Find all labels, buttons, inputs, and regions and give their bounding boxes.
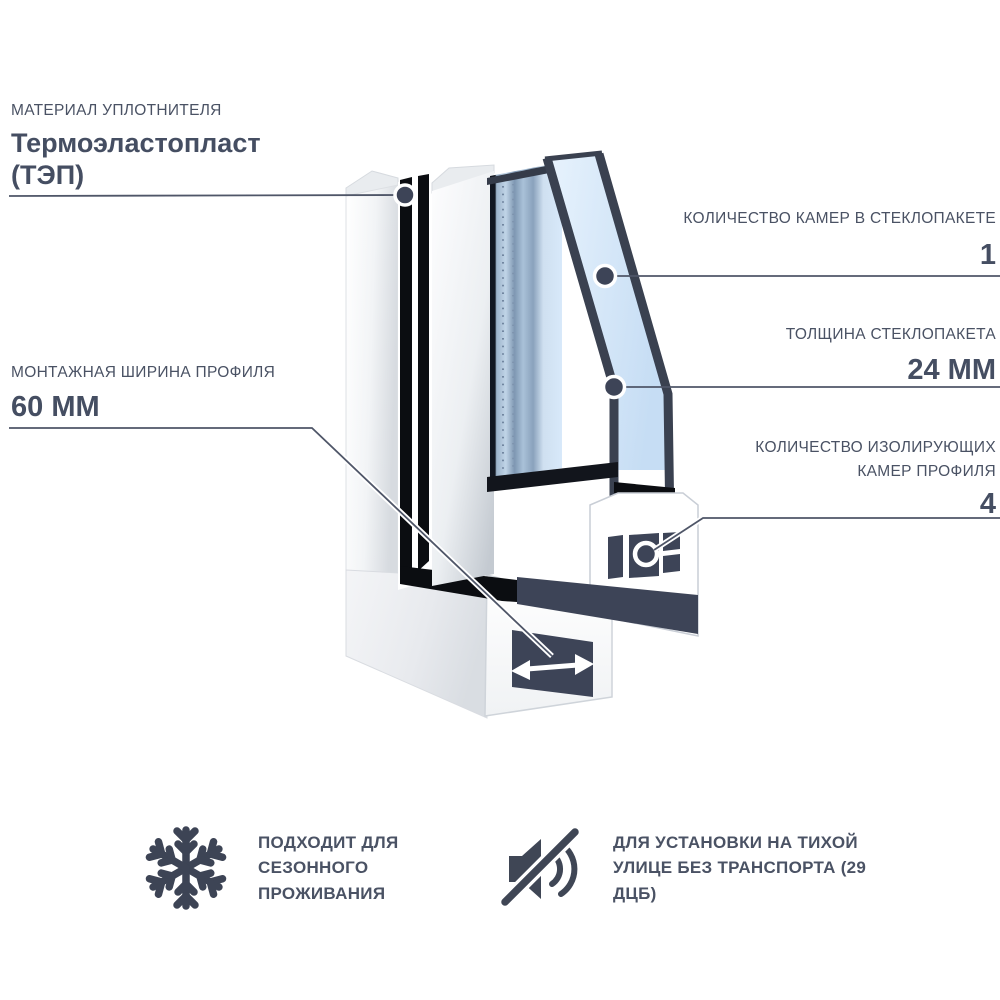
glass-thickness-label: ТОЛЩИНА СТЕКЛОПАКЕТА (785, 326, 996, 343)
callout-profile-chambers (734, 436, 996, 521)
sash (432, 165, 494, 586)
glass-chambers-value: 1 (979, 239, 996, 272)
callout-dot-glass-chambers (595, 266, 616, 287)
callout-line-profile-chambers-casing (654, 518, 1000, 550)
callout-line-profile-chambers (654, 518, 1000, 550)
glass-thickness-value: 24 ММ (907, 354, 996, 387)
profile-width-label: МОНТАЖНАЯ ШИРИНА ПРОФИЛЯ (11, 364, 276, 381)
callout-dot-thickness (604, 377, 625, 398)
feature-seasonal-living (140, 822, 470, 914)
muted-speaker-icon (495, 822, 587, 914)
chamber-4 (663, 554, 680, 573)
gasket-strip-2 (418, 174, 429, 571)
callout-seal-material (11, 99, 311, 192)
chamber-1 (608, 535, 623, 579)
double-glazing-unit (487, 153, 680, 530)
feature-quiet-street (495, 822, 895, 914)
callout-profile-width (11, 361, 331, 424)
feature-quiet-street-text: ДЛЯ УСТАНОВКИ НА ТИХОЙ УЛИЦЕ БЕЗ ТРАНСПОРТА (29 ДЦБ) (613, 832, 867, 903)
callout-glass-chambers (656, 207, 996, 272)
callout-glass-thickness (656, 323, 996, 387)
feature-seasonal-living-text: ПОДХОДИТ ДЛЯ СЕЗОННОГО ПРОЖИВАНИЯ (258, 832, 399, 903)
frame-front-face (346, 185, 398, 576)
snowflake-icon (140, 822, 232, 914)
seal-material-label: МАТЕРИАЛ УПЛОТНИТЕЛЯ (11, 102, 222, 119)
sash-front-face (432, 171, 494, 586)
callout-dot-seal (395, 185, 415, 205)
profile-width-value: 60 ММ (11, 391, 100, 424)
profile-chambers-label: КОЛИЧЕСТВО ИЗОЛИРУЮЩИХ КАМЕР ПРОФИЛЯ (755, 439, 996, 481)
seal-material-value: Термоэластопласт (ТЭП) (11, 128, 261, 190)
outer-frame (346, 171, 398, 576)
inner-glass-pane (487, 162, 565, 481)
profile-chambers-value: 4 (979, 488, 996, 521)
glass-chambers-label: КОЛИЧЕСТВО КАМЕР В СТЕКЛОПАКЕТЕ (683, 210, 996, 227)
callout-line-seal (9, 195, 404, 196)
